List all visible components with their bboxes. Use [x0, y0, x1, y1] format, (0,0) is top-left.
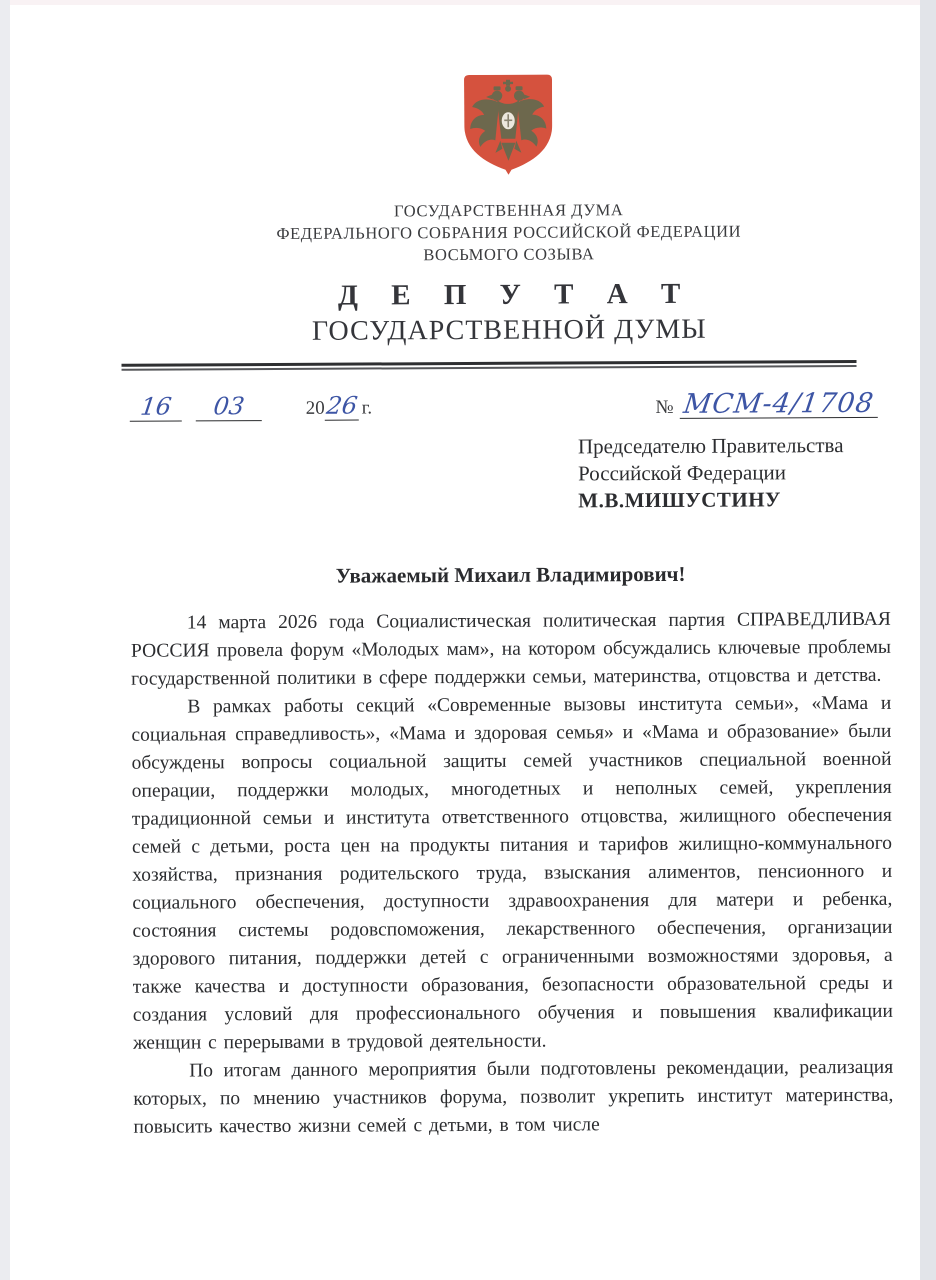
org-name-line3: ВОСЬМОГО СОЗЫВА [423, 244, 595, 265]
body-paragraph-2: В рамках работы секций «Современные вызовы института семьи», «Мама и социальная справедливость», «Мама и здоровая семья» и «Мама и образование» были обсуждены вопросы социальной защиты семей участников специальной военной операции, поддержки молодых, многодетных и неполных семей, укрепления традиционной семьи и института ответственного отцовства, жилищного обеспечения семей с детьми, роста цен на продукты питания и тарифов жилищно-коммунального хозяйства, признания родительского труда, взыскания алиментов, пенсионного и социального обеспечения, доступности здравоохранения для матери и ребенка, состояния системы родовспоможения, лекарственного обеспечения, организации здорового питания, поддержки детей с ограниченными возможностями здоровья, а также качества и доступности образования, безопасности образовательной среды и создания условий для профессионального обучения и повышения квалификации женщин с перерывами в трудовой деятельности. [131, 692, 893, 1054]
scanned-content [10, 3, 920, 1143]
deputy-title [129, 276, 889, 350]
body-paragraph-3: По итогам данного мероприятия были подготовлены рекомендации, реализация которых, по мнению участников форума, позволит укрепить институт материнства, повысить качество жизни семей с детьми, в том числе [133, 1056, 894, 1138]
handwritten-month: 03 [211, 392, 246, 421]
year-prefix: 20 [305, 397, 325, 419]
handwritten-day: 16 [138, 392, 173, 421]
org-name-line2: ФЕДЕРАЛЬНОГО СОБРАНИЯ РОССИЙСКОЙ ФЕДЕРАЦИИ [276, 221, 742, 243]
year-suffix: г. [361, 397, 373, 419]
year-underline [324, 391, 359, 421]
number-field [680, 387, 878, 420]
body-paragraph-1: 14 марта 2026 года Социалистическая политическая партия СПРАВЕДЛИВАЯ РОССИЯ провела форум «Молодых мам», на котором обсуждались ключевые проблемы государственной политики в сфере поддержки семьи, материнства, отцовства и детства. [130, 608, 892, 690]
date-year-field [306, 393, 373, 420]
handwritten-number: МСМ-4/1708 [681, 387, 876, 420]
letterhead [129, 198, 889, 268]
letterhead-divider [121, 360, 856, 371]
addressee-block [578, 432, 890, 515]
org-name-line1: ГОСУДАРСТВЕННАЯ ДУМА [393, 200, 624, 221]
letter-page [10, 0, 920, 1280]
deputy-title-line2: ГОСУДАРСТВЕННОЙ ДУМЫ [311, 313, 707, 347]
coat-of-arms-icon [464, 75, 553, 175]
date-block [130, 393, 373, 421]
scan-right-edge [920, 0, 936, 1280]
addressee-name: М.В.МИШУСТИНУ [578, 487, 781, 513]
date-month-field [196, 394, 262, 421]
scan-left-edge [0, 0, 10, 1280]
letter-body [131, 606, 894, 1142]
salutation: Уважаемый Михаил Владимирович! [335, 561, 686, 588]
date-day-field [130, 394, 182, 421]
handwritten-year: 26 [324, 391, 359, 420]
deputy-title-line1: Д Е П У Т А Т [337, 277, 694, 312]
addressee-line1: Председателю Правительства [577, 433, 844, 459]
emblem-block [128, 73, 889, 182]
addressee-line2: Российской Федерации [578, 460, 787, 486]
outgoing-number-block [655, 387, 877, 420]
number-sign: № [655, 396, 674, 419]
reference-row [130, 380, 890, 422]
